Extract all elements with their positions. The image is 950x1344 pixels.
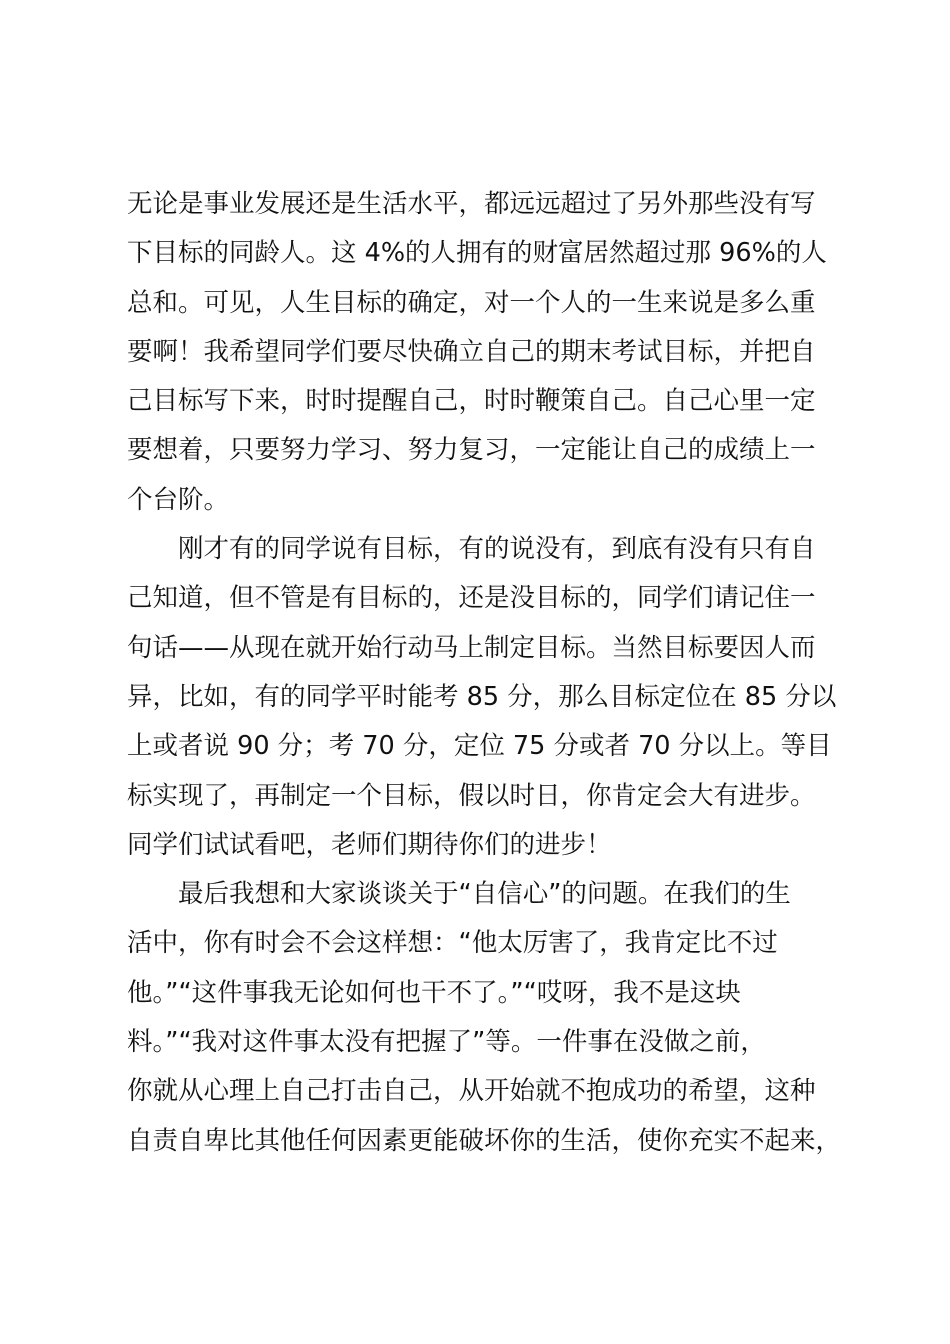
text-line: 下目标的同龄人。这 4%的人拥有的财富居然超过那 96%的人	[127, 238, 827, 269]
text-line: 要想着，只要努力学习、努力复习，一定能让自己的成绩上一	[127, 435, 816, 466]
text-line: 句话——从现在就开始行动马上制定目标。当然目标要因人而	[127, 632, 816, 663]
text-line: 无论是事业发展还是生活水平，都远远超过了另外那些没有写	[127, 189, 816, 219]
text-line: 上或者说 90 分；考 70 分，定位 75 分或者 70 分以上。等目	[127, 731, 832, 762]
paragraph-first-line: 刚才有的同学说有目标，有的说没有，到底有没有只有自	[178, 534, 816, 565]
text-line: 个台阶。	[127, 484, 230, 515]
text-line: 他。”“这件事我无论如何也干不了。”“哎呀，我不是这块	[127, 977, 741, 1008]
text-line: 要啊！我希望同学们要尽快确立自己的期末考试目标，并把自	[127, 336, 816, 367]
text-line: 标实现了，再制定一个目标，假以时日，你肯定会大有进步。	[127, 780, 816, 811]
paragraph-first-line: 最后我想和大家谈谈关于“自信心”的问题。在我们的生	[178, 879, 791, 910]
text-line: 己知道，但不管是有目标的，还是没目标的，同学们请记住一	[127, 583, 816, 614]
text-line: 总和。可见，人生目标的确定，对一个人的一生来说是多么重	[127, 287, 816, 318]
text-line: 你就从心理上自己打击自己，从开始就不抱成功的希望，这种	[127, 1076, 816, 1107]
text-line: 己目标写下来，时时提醒自己，时时鞭策自己。自己心里一定	[127, 386, 816, 417]
body-text	[127, 180, 842, 1166]
text-line: 同学们试试看吧，老师们期待你们的进步！	[127, 829, 612, 860]
text-line: 自责自卑比其他任何因素更能破坏你的生活，使你充实不起来，	[127, 1125, 842, 1156]
text-line: 异，比如，有的同学平时能考 85 分，那么目标定位在 85 分以	[127, 681, 837, 712]
text-line: 料。”“我对这件事太没有把握了”等。一件事在没做之前，	[127, 1027, 766, 1058]
text-line: 活中，你有时会不会这样想：“他太厉害了，我肯定比不过	[127, 928, 778, 959]
